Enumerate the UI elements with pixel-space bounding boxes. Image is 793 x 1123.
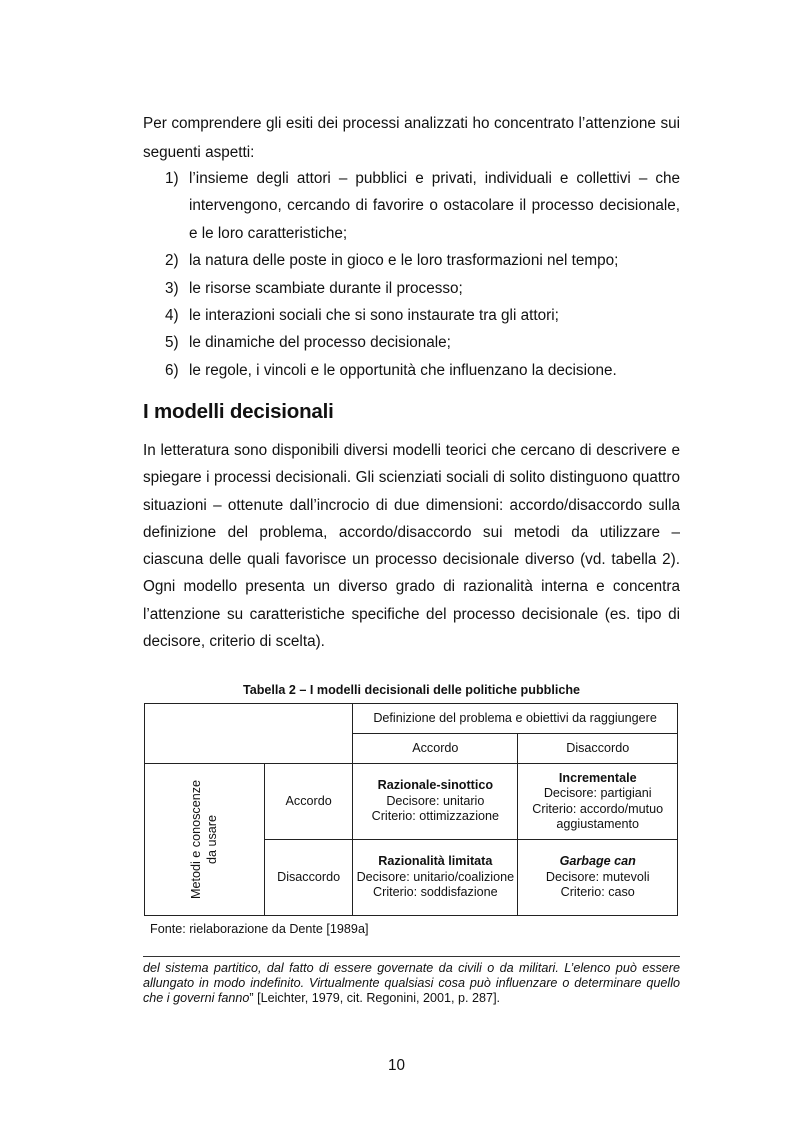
- body-paragraph: In letteratura sono disponibili diversi modelli teorici che cercano di descrivere e spiegare i processi decisionali. Gli scienziati sociali di solito distinguono quattro situazioni – ottenute dall’incrocio di due dimensioni: accordo/disaccordo sulla definizione del problema, accordo/disaccordo sui metodi da utilizzare – ciascuna delle quali favorisce un processo decisionale diverso (vd. tabella 2). Ogni modello presenta un diverso grado di razionalità interna e concentra l’attenzione su caratteristiche specifiche del processo decisionale (es. tipo di decisore, criterio di scelta).: [143, 442, 680, 651]
- list-item: [143, 329, 680, 356]
- list-item-number: 3): [165, 279, 179, 297]
- model-criterio: Criterio: accordo/mutuo: [532, 801, 664, 816]
- model-decisore: Decisore: partigiani: [543, 786, 652, 800]
- footnote: [143, 961, 680, 1007]
- row-header-accordo: Accordo: [265, 764, 353, 840]
- list-item-text: le interazioni sociali che si sono instaurate tra gli attori;: [189, 307, 559, 325]
- model-title: Incrementale: [558, 770, 637, 785]
- row-group-header-line1: Metodi e conoscenze: [189, 779, 204, 900]
- list-item: [143, 357, 680, 384]
- list-item: [143, 247, 680, 274]
- decision-models-table: [144, 703, 678, 916]
- list-item-text: le risorse scambiate durante il processo;: [189, 279, 463, 297]
- intro-paragraph: Per comprendere gli esiti dei processi analizzati ho concentrato l’attenzione sui seguenti aspetti:: [143, 115, 680, 161]
- list-item-number: 6): [165, 361, 179, 379]
- table-source: Fonte: rielaborazione da Dente [1989a]: [150, 922, 369, 936]
- model-title: Razionale-sinottico: [377, 778, 494, 793]
- row-group-header: [145, 764, 265, 916]
- row-group-header-label: [189, 780, 220, 899]
- list-item: [143, 165, 680, 247]
- table-row: [145, 704, 678, 734]
- list-item-number: 5): [165, 334, 179, 352]
- model-criterio: Criterio: ottimizzazione: [371, 809, 500, 824]
- row-group-header-line2: da usare: [204, 814, 219, 865]
- page-number: 10: [387, 1057, 405, 1074]
- column-header-accordo: Accordo: [353, 734, 518, 764]
- table-caption: Tabella 2 – I modelli decisionali delle politiche pubbliche: [242, 683, 581, 697]
- list-item-text: le dinamiche del processo decisionale;: [189, 334, 451, 352]
- list-item-text: le regole, i vincoli e le opportunità che influenzano la decisione.: [189, 361, 617, 379]
- list-item-number: 2): [165, 252, 179, 270]
- empty-corner-cell: [145, 704, 353, 764]
- model-title: Razionalità limitata: [378, 854, 493, 869]
- model-decisore: Decisore: mutevoli: [545, 869, 650, 884]
- model-criterio-cont: aggiustamento: [556, 817, 640, 831]
- model-criterio: Criterio: soddisfazione: [373, 885, 498, 900]
- cell-razionale-sinottico: [353, 764, 518, 840]
- cell-garbage-can: [518, 840, 678, 916]
- list-item-text: l’insieme degli attori – pubblici e privati, individuali e collettivi – che intervengono, cercando di favorire o ostacolare il processo decisionale, e le loro caratteristiche;: [189, 170, 680, 242]
- row-header-disaccordo: Disaccordo: [265, 840, 353, 916]
- list-item: [143, 275, 680, 302]
- list-item-number: 4): [165, 307, 179, 325]
- table-row: [145, 764, 678, 840]
- model-decisore: Decisore: unitario: [386, 793, 485, 808]
- column-header-disaccordo: Disaccordo: [518, 734, 678, 764]
- aspects-list: [143, 165, 680, 384]
- cell-incrementale: [518, 764, 678, 840]
- list-item-text: la natura delle poste in gioco e le loro trasformazioni nel tempo;: [189, 252, 619, 270]
- footnote-divider: [143, 956, 680, 957]
- column-group-header: Definizione del problema e obiettivi da raggiungere: [353, 704, 678, 734]
- footnote-citation: ” [Leichter, 1979, cit. Regonini, 2001, p. 287].: [249, 991, 501, 1006]
- section-heading: I modelli decisionali: [143, 400, 334, 423]
- model-criterio: Criterio: caso: [560, 885, 635, 900]
- list-item-number: 1): [165, 170, 179, 187]
- model-title: Garbage can: [559, 854, 636, 869]
- cell-razionalita-limitata: [353, 840, 518, 916]
- list-item: [143, 302, 680, 329]
- model-decisore: Decisore: unitario/coalizione: [356, 869, 515, 884]
- footnote-quote: del sistema partitico, dal fatto di essere governate da civili o da militari. L’elenco può essere allungato in modo indefinito. Virtualmente qualsiasi cosa può influenzare o determinare quello che i governi fanno: [143, 961, 680, 1006]
